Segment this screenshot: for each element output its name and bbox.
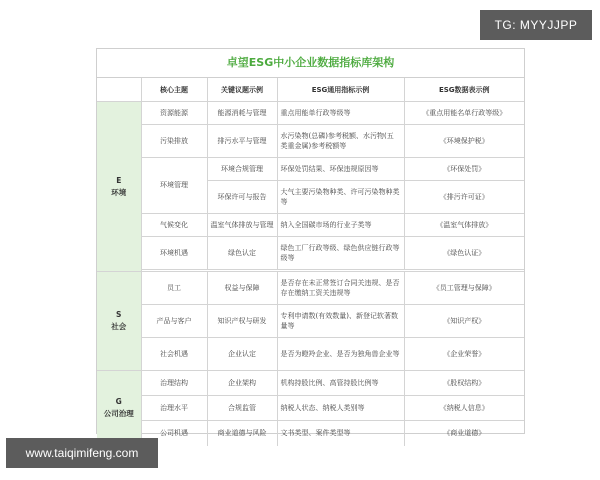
group-name: 环境 [111,187,127,197]
data-table-cell: 《排污许可证》 [404,181,524,214]
table-row [97,371,524,396]
group-code: S [116,310,122,319]
topic-cell: 知识产权与研发 [207,305,277,338]
topic-cell: 合规监管 [207,396,277,421]
theme-cell: 污染排放 [141,125,207,158]
theme-cell: 资源能源 [141,102,207,125]
table-row [97,158,524,181]
table-row [97,396,524,421]
indicator-cell: 是否存在未正常签订合同关违规、是否存在缴纳工资关违规等 [277,272,404,305]
watermark-bottom: www.taiqimifeng.com [6,438,158,468]
header-group [97,78,141,102]
table-row [97,102,524,125]
header-key-topic: 关键议题示例 [207,78,277,102]
data-table-cell: 《重点用能名单行政等级》 [404,102,524,125]
group-cell-governance [97,371,141,446]
data-table-cell: 《环保处罚》 [404,158,524,181]
data-table-cell: 《知识产权》 [404,305,524,338]
table-row [97,338,524,371]
table-row [97,305,524,338]
group-name: 公司治理 [103,409,134,418]
theme-cell: 员工 [141,272,207,305]
header-row [97,78,524,102]
group-name: 社会 [111,322,127,331]
topic-cell: 企业架构 [207,371,277,396]
esg-indicator-table [97,78,524,446]
indicator-cell: 机构持股比例、高管持股比例等 [277,371,404,396]
topic-cell: 环保许可与报告 [207,181,277,214]
data-table-cell: 《商业道德》 [404,421,524,446]
header-core-theme: 核心主题 [141,78,207,102]
indicator-cell: 是否为瞪羚企业、是否为独角兽企业等 [277,338,404,371]
indicator-cell: 水污染物(总磷)参考税额、水污物(五类重金属)参考税额等 [277,125,404,158]
table-row [97,237,524,270]
table-row [97,421,524,446]
data-table-cell: 《员工管理与保障》 [404,272,524,305]
indicator-cell: 纳税人状态、纳税人类别等 [277,396,404,421]
theme-cell: 社会机遇 [141,338,207,371]
data-table-cell: 《环境保护税》 [404,125,524,158]
group-cell-environment [97,102,141,272]
group-code: G [115,397,122,406]
topic-cell: 绿色认定 [207,237,277,270]
topic-cell: 企业认定 [207,338,277,371]
indicator-cell: 大气主要污染物种类、许可污染物种类等 [277,181,404,214]
theme-cell: 气候变化 [141,214,207,237]
indicator-cell: 绿色工厂行政等级、绿色供应链行政等级等 [277,237,404,270]
theme-cell: 环境机遇 [141,237,207,270]
topic-cell: 排污水平与管理 [207,125,277,158]
table-row [97,272,524,305]
topic-cell: 能源消耗与管理 [207,102,277,125]
table-row [97,125,524,158]
watermark-top: TG: MYYJJPP [480,10,592,40]
data-table-cell: 《绿色认证》 [404,237,524,270]
theme-cell: 治理结构 [141,371,207,396]
topic-cell: 温室气体排放与管理 [207,214,277,237]
indicator-cell: 纳入全国碳市场的行业子类等 [277,214,404,237]
topic-cell: 环境合规管理 [207,158,277,181]
theme-cell: 产品与客户 [141,305,207,338]
group-code: E [116,175,122,185]
header-indicator: ESG通用指标示例 [277,78,404,102]
header-data-table: ESG数据表示例 [404,78,524,102]
indicator-cell: 环保处罚结果、环保违规原因等 [277,158,404,181]
esg-table-document [96,48,525,438]
theme-cell: 公司机遇 [141,421,207,446]
theme-cell: 治理水平 [141,396,207,421]
table-title: 卓望ESG中小企业数据指标库架构 [97,49,524,78]
data-table-cell: 《企业荣誉》 [404,338,524,371]
data-table-cell: 《纳税人信息》 [404,396,524,421]
group-cell-social [97,272,141,371]
data-table-cell: 《温室气体排放》 [404,214,524,237]
topic-cell: 权益与保障 [207,272,277,305]
topic-cell: 商业道德与风险 [207,421,277,446]
indicator-cell: 重点用能单行政等级等 [277,102,404,125]
indicator-cell: 专利申请数(有效数量)、新登记软著数量等 [277,305,404,338]
indicator-cell: 文书类型、案件类型等 [277,421,404,446]
table-row [97,214,524,237]
theme-cell: 环境管理 [141,158,207,214]
data-table-cell: 《股权结构》 [404,371,524,396]
